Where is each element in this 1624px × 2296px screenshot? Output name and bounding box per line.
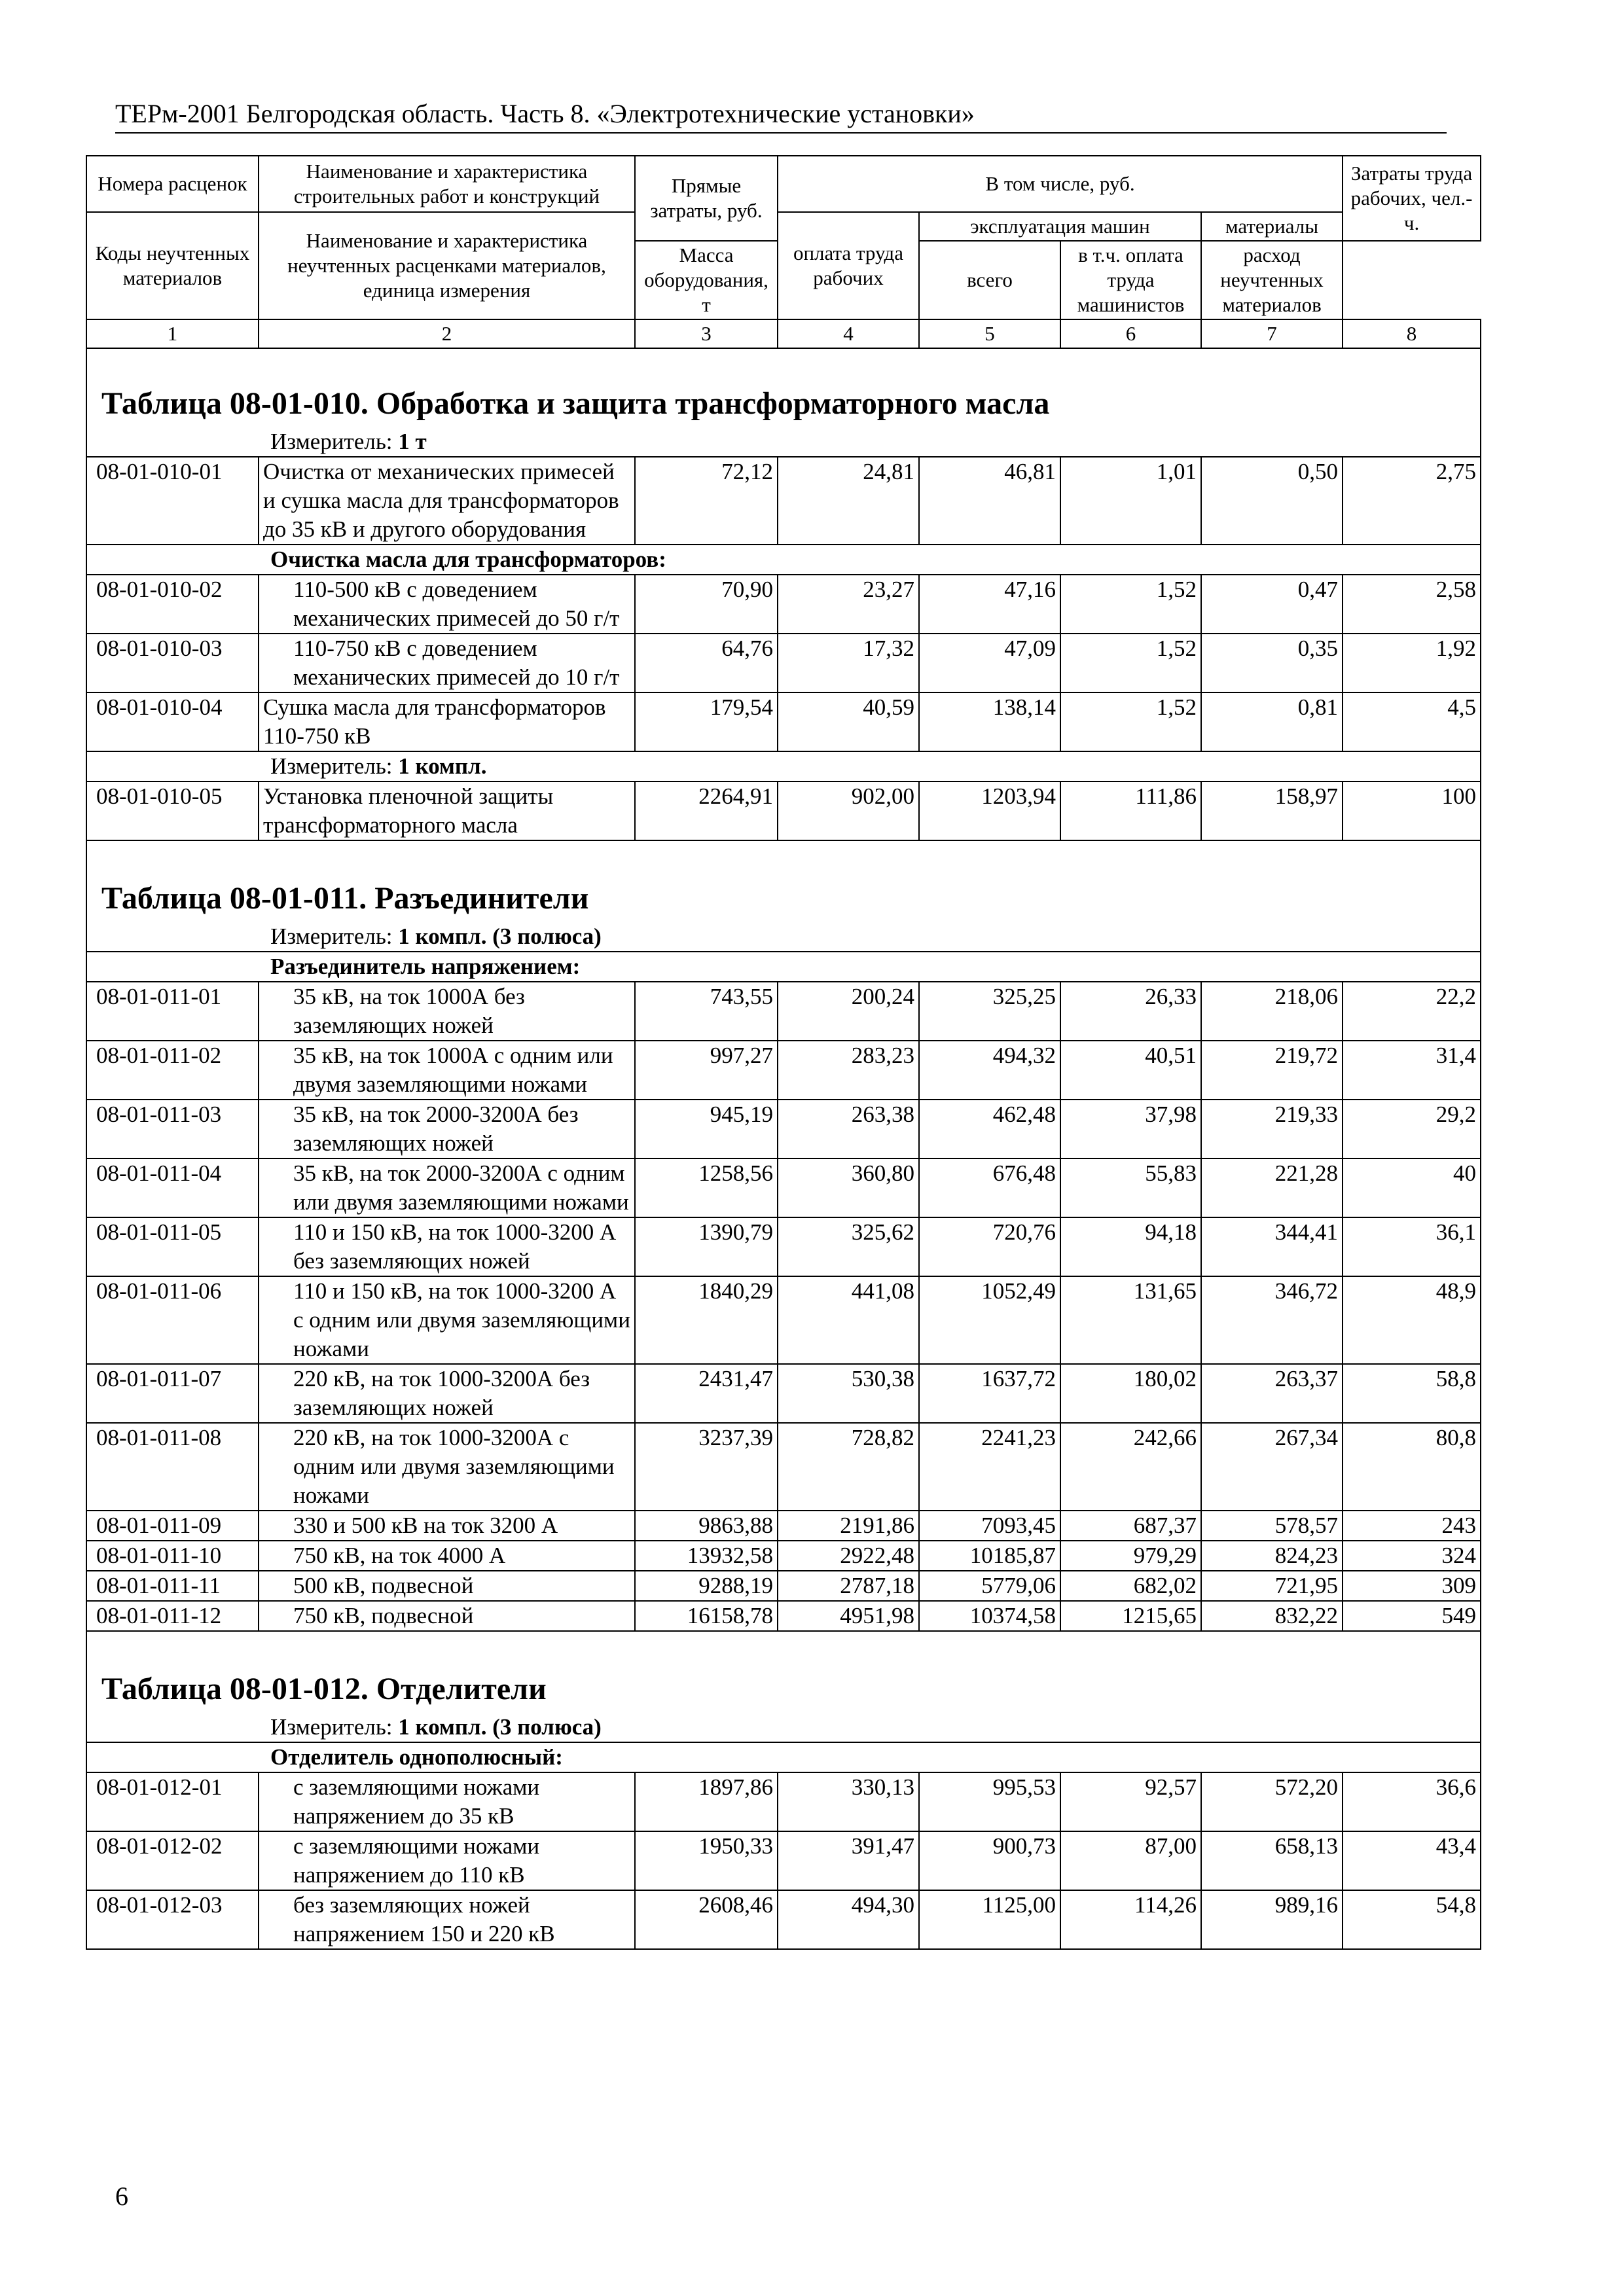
machines-total: 10185,87 [919,1541,1060,1571]
table-row [86,781,1481,840]
rate-code: 08-01-010-02 [86,575,259,634]
machinists-pay: 92,57 [1060,1772,1201,1831]
machinists-pay: 94,18 [1060,1217,1201,1276]
col-number-2: 2 [259,319,635,348]
labor-pay: 17,32 [778,634,919,692]
machines-total: 900,73 [919,1831,1060,1890]
direct-costs: 64,76 [635,634,778,692]
group-header: В том числе, руб. [778,156,1343,212]
table-row [86,1772,1481,1831]
materials-cost: 572,20 [1201,1772,1343,1831]
work-name: 220 кВ, на ток 1000-3200А с одним или двумя заземляющими ножами [259,1423,635,1511]
rate-code: 08-01-011-12 [86,1601,259,1631]
table-header [86,156,1481,348]
direct-costs: 997,27 [635,1041,778,1100]
machines-total: 5779,06 [919,1571,1060,1601]
materials-cost: 267,34 [1201,1423,1343,1511]
table-title: Таблица 08-01-011. Разъединители [86,840,1481,922]
direct-costs: 1897,86 [635,1772,778,1831]
labor-hours: 309 [1343,1571,1481,1601]
labor-pay: 23,27 [778,575,919,634]
table-08-01-011-rows [86,982,1481,1631]
machines-total: 325,25 [919,982,1060,1041]
labor-pay: 494,30 [778,1890,919,1949]
direct-costs: 1390,79 [635,1217,778,1276]
rate-code: 08-01-011-08 [86,1423,259,1511]
measure-label: Измеритель: [270,429,393,454]
labor-pay: 200,24 [778,982,919,1041]
labor-pay: 2922,48 [778,1541,919,1571]
col8-bottom-header: Масса оборудования, т [635,241,778,319]
machinists-pay: 1215,65 [1060,1601,1201,1631]
machinists-pay: 1,52 [1060,692,1201,751]
price-table [86,155,1481,1950]
labor-hours: 54,8 [1343,1890,1481,1949]
col5-header: всего [919,241,1060,319]
machinists-pay: 55,83 [1060,1158,1201,1217]
measure-row [86,1713,1481,1742]
table-08-01-012 [86,1631,1481,1772]
work-name: Очистка от механических примесей и сушка масла для трансформаторов до 35 кВ и другого оборудования [259,457,635,545]
direct-costs: 945,19 [635,1100,778,1158]
col6-header: в т.ч. оплата труда машинистов [1060,241,1201,319]
machinists-pay: 979,29 [1060,1541,1201,1571]
materials-cost: 0,50 [1201,457,1343,545]
table-row [86,1276,1481,1364]
labor-pay: 4951,98 [778,1601,919,1631]
work-name: 330 и 500 кВ на ток 3200 А [259,1511,635,1541]
measure-row [86,427,1481,457]
machinists-pay: 687,37 [1060,1511,1201,1541]
materials-cost: 219,33 [1201,1100,1343,1158]
work-name: 35 кВ, на ток 2000-3200А без заземляющих ножей [259,1100,635,1158]
rate-code: 08-01-010-05 [86,781,259,840]
rate-code: 08-01-010-04 [86,692,259,751]
page-header: ТЕРм-2001 Белгородская область. Часть 8. «Электротехнические установки» [115,99,975,128]
materials-header: материалы [1201,212,1343,241]
col-number-1: 1 [86,319,259,348]
work-name: 35 кВ, на ток 2000-3200А с одним или двумя заземляющими ножами [259,1158,635,1217]
machines-total: 1203,94 [919,781,1060,840]
table-row [86,1571,1481,1601]
table-row [86,1364,1481,1423]
table-row [86,634,1481,692]
table-row [86,1541,1481,1571]
rate-code: 08-01-012-02 [86,1831,259,1890]
measure-label: Измеритель: [270,1714,393,1740]
direct-costs: 3237,39 [635,1423,778,1511]
col1-top-header: Номера расценок [86,156,259,212]
subheading: Отделитель однополюсный: [86,1742,1481,1772]
col8-top-header: Затраты труда рабочих, чел.-ч. [1343,156,1481,241]
work-name: 220 кВ, на ток 1000-3200А без заземляющих ножей [259,1364,635,1423]
measure-value: 1 компл. (3 полюса) [398,924,602,949]
work-name: с заземляющими ножами напряжением до 35 кВ [259,1772,635,1831]
machines-total: 462,48 [919,1100,1060,1158]
rate-code: 08-01-010-01 [86,457,259,545]
materials-cost: 344,41 [1201,1217,1343,1276]
direct-costs: 9288,19 [635,1571,778,1601]
measure-label: Измеритель: [270,924,393,949]
rate-code: 08-01-011-04 [86,1158,259,1217]
labor-pay: 40,59 [778,692,919,751]
work-name: 110-750 кВ с доведением механических примесей до 10 г/т [259,634,635,692]
labor-hours: 2,75 [1343,457,1481,545]
labor-hours: 4,5 [1343,692,1481,751]
labor-pay: 441,08 [778,1276,919,1364]
direct-costs: 1950,33 [635,1831,778,1890]
col-number-5: 5 [919,319,1060,348]
labor-hours: 36,1 [1343,1217,1481,1276]
machinists-pay: 1,52 [1060,634,1201,692]
materials-cost: 0,35 [1201,634,1343,692]
materials-cost: 221,28 [1201,1158,1343,1217]
machines-total: 47,16 [919,575,1060,634]
labor-hours: 549 [1343,1601,1481,1631]
work-name: 110-500 кВ с доведением механических примесей до 50 г/т [259,575,635,634]
materials-cost: 832,22 [1201,1601,1343,1631]
materials-cost: 0,81 [1201,692,1343,751]
direct-costs: 2264,91 [635,781,778,840]
table-row [86,1831,1481,1890]
materials-cost: 158,97 [1201,781,1343,840]
table-row [86,1217,1481,1276]
machines-total: 10374,58 [919,1601,1060,1631]
rate-code: 08-01-011-09 [86,1511,259,1541]
work-name: 750 кВ, на ток 4000 А [259,1541,635,1571]
work-name: 35 кВ, на ток 1000А без заземляющих ножей [259,982,635,1041]
machinists-pay: 40,51 [1060,1041,1201,1100]
measure-label: Измеритель: [270,753,393,779]
labor-pay: 2787,18 [778,1571,919,1601]
materials-cost: 989,16 [1201,1890,1343,1949]
direct-costs: 70,90 [635,575,778,634]
table-title: Таблица 08-01-010. Обработка и защита трансформаторного масла [86,348,1481,427]
labor-pay: 330,13 [778,1772,919,1831]
table-row [86,1041,1481,1100]
table-row [86,1158,1481,1217]
work-name: 110 и 150 кВ, на ток 1000-3200 А с одним или двумя заземляющими ножами [259,1276,635,1364]
machines-total: 1125,00 [919,1890,1060,1949]
col3-header: Прямые затраты, руб. [635,156,778,241]
work-name: 35 кВ, на ток 1000А с одним или двумя заземляющими ножами [259,1041,635,1100]
rate-code: 08-01-012-03 [86,1890,259,1949]
labor-pay: 902,00 [778,781,919,840]
rate-code: 08-01-010-03 [86,634,259,692]
labor-pay: 263,38 [778,1100,919,1158]
labor-hours: 100 [1343,781,1481,840]
materials-cost: 219,72 [1201,1041,1343,1100]
machines-total: 2241,23 [919,1423,1060,1511]
machinists-pay: 87,00 [1060,1831,1201,1890]
rate-code: 08-01-012-01 [86,1772,259,1831]
materials-cost: 218,06 [1201,982,1343,1041]
rate-code: 08-01-011-06 [86,1276,259,1364]
rate-code: 08-01-011-02 [86,1041,259,1100]
col-number-7: 7 [1201,319,1343,348]
direct-costs: 743,55 [635,982,778,1041]
direct-costs: 9863,88 [635,1511,778,1541]
machines-total: 47,09 [919,634,1060,692]
labor-pay: 283,23 [778,1041,919,1100]
table-08-01-011 [86,840,1481,982]
machines-total: 1052,49 [919,1276,1060,1364]
labor-hours: 43,4 [1343,1831,1481,1890]
rate-code: 08-01-011-03 [86,1100,259,1158]
machines-total: 676,48 [919,1158,1060,1217]
table-row [86,1511,1481,1541]
table-row [86,982,1481,1041]
direct-costs: 2608,46 [635,1890,778,1949]
direct-costs: 72,12 [635,457,778,545]
labor-hours: 80,8 [1343,1423,1481,1511]
col2-bottom-header: Наименование и характеристика неучтенных расценками материалов, единица измерения [259,212,635,319]
col-number-8: 8 [1343,319,1481,348]
direct-costs: 13932,58 [635,1541,778,1571]
table-row [86,457,1481,545]
col4-header: оплата труда рабочих [778,212,919,319]
materials-cost: 824,23 [1201,1541,1343,1571]
table-row [86,575,1481,634]
materials-cost: 658,13 [1201,1831,1343,1890]
materials-cost: 263,37 [1201,1364,1343,1423]
machinists-pay: 1,01 [1060,457,1201,545]
rate-code: 08-01-011-11 [86,1571,259,1601]
labor-pay: 360,80 [778,1158,919,1217]
machinists-pay: 26,33 [1060,982,1201,1041]
machinists-pay: 1,52 [1060,575,1201,634]
labor-hours: 40 [1343,1158,1481,1217]
direct-costs: 2431,47 [635,1364,778,1423]
table-row [86,1423,1481,1511]
work-name: с заземляющими ножами напряжением до 110 кВ [259,1831,635,1890]
work-name: без заземляющих ножей напряжением 150 и 220 кВ [259,1890,635,1949]
machines-total: 138,14 [919,692,1060,751]
col1-bottom-header: Коды неучтенных материалов [86,212,259,319]
table-08-01-012-rows [86,1772,1481,1949]
work-name: 750 кВ, подвесной [259,1601,635,1631]
machinists-pay: 37,98 [1060,1100,1201,1158]
machines-total: 720,76 [919,1217,1060,1276]
machines-total: 494,32 [919,1041,1060,1100]
rate-code: 08-01-011-05 [86,1217,259,1276]
col-number-3: 3 [635,319,778,348]
rate-code: 08-01-011-10 [86,1541,259,1571]
labor-hours: 324 [1343,1541,1481,1571]
direct-costs: 1840,29 [635,1276,778,1364]
table-row [86,1100,1481,1158]
table-title: Таблица 08-01-012. Отделители [86,1631,1481,1713]
labor-pay: 24,81 [778,457,919,545]
machinists-pay: 114,26 [1060,1890,1201,1949]
subheading: Разъединитель напряжением: [86,952,1481,982]
col2-top-header: Наименование и характеристика строительных работ и конструкций [259,156,635,212]
materials-cost: 578,57 [1201,1511,1343,1541]
measure-row [86,751,1481,781]
measure-value: 1 компл. [398,753,487,779]
labor-hours: 1,92 [1343,634,1481,692]
machinists-pay: 111,86 [1060,781,1201,840]
measure-value: 1 т [398,429,427,454]
subheading: Очистка масла для трансформаторов: [86,545,1481,575]
work-name: 110 и 150 кВ, на ток 1000-3200 А без заземляющих ножей [259,1217,635,1276]
materials-cost: 721,95 [1201,1571,1343,1601]
machines-total: 1637,72 [919,1364,1060,1423]
labor-hours: 58,8 [1343,1364,1481,1423]
materials-cost: 346,72 [1201,1276,1343,1364]
machines-total: 46,81 [919,457,1060,545]
labor-pay: 2191,86 [778,1511,919,1541]
labor-hours: 48,9 [1343,1276,1481,1364]
machines-total: 7093,45 [919,1511,1060,1541]
col7-header: расход неучтенных материалов [1201,241,1343,319]
labor-hours: 2,58 [1343,575,1481,634]
col-number-6: 6 [1060,319,1201,348]
page-number: 6 [115,2181,128,2211]
machines-total: 995,53 [919,1772,1060,1831]
rate-code: 08-01-011-07 [86,1364,259,1423]
table-row [86,692,1481,751]
measure-row [86,922,1481,952]
machinists-pay: 131,65 [1060,1276,1201,1364]
machinists-pay: 180,02 [1060,1364,1201,1423]
work-name: Установка пленочной защиты трансформаторного масла [259,781,635,840]
work-name: Сушка масла для трансформаторов 110-750 кВ [259,692,635,751]
table-08-01-010 [86,348,1481,840]
labor-hours: 243 [1343,1511,1481,1541]
work-name: 500 кВ, подвесной [259,1571,635,1601]
labor-pay: 728,82 [778,1423,919,1511]
labor-pay: 391,47 [778,1831,919,1890]
rate-code: 08-01-011-01 [86,982,259,1041]
labor-pay: 530,38 [778,1364,919,1423]
labor-hours: 22,2 [1343,982,1481,1041]
direct-costs: 1258,56 [635,1158,778,1217]
labor-hours: 36,6 [1343,1772,1481,1831]
direct-costs: 179,54 [635,692,778,751]
labor-hours: 29,2 [1343,1100,1481,1158]
materials-cost: 0,47 [1201,575,1343,634]
labor-pay: 325,62 [778,1217,919,1276]
labor-hours: 31,4 [1343,1041,1481,1100]
machinists-pay: 682,02 [1060,1571,1201,1601]
machines-header: эксплуатация машин [919,212,1201,241]
table-row [86,1890,1481,1949]
measure-value: 1 компл. (3 полюса) [398,1714,602,1740]
col-number-4: 4 [778,319,919,348]
header-rule [115,132,1447,134]
table-row [86,1601,1481,1631]
direct-costs: 16158,78 [635,1601,778,1631]
machinists-pay: 242,66 [1060,1423,1201,1511]
